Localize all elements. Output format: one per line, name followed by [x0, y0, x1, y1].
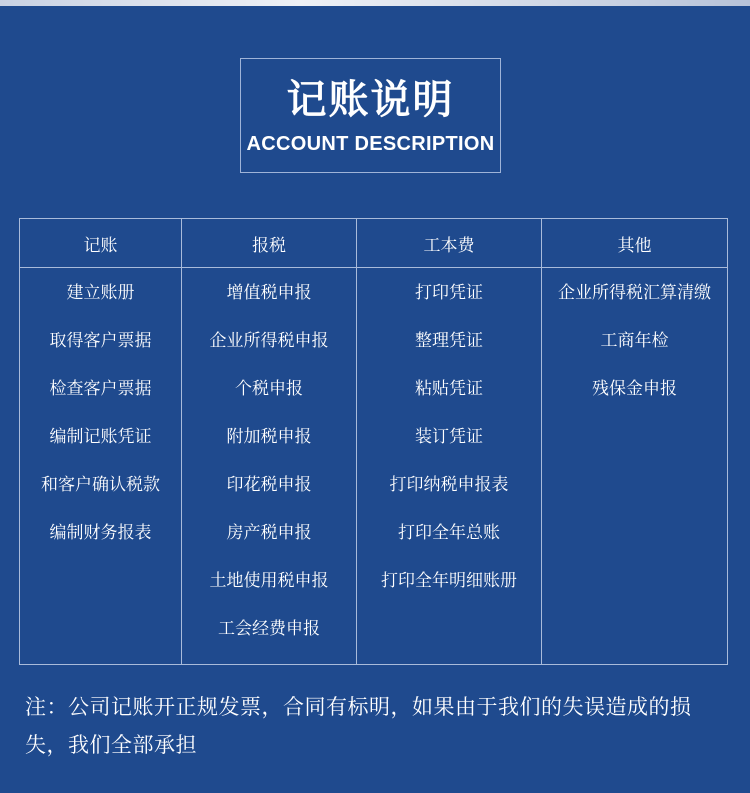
- list-item: 打印全年明细账册: [381, 571, 517, 591]
- list-item: 土地使用税申报: [209, 571, 329, 591]
- list-item: 建立账册: [66, 283, 135, 303]
- list-item: 工商年检: [600, 331, 669, 351]
- service-table: [19, 218, 728, 665]
- list-item: 打印凭证: [415, 283, 483, 303]
- list-item: 个税申报: [235, 379, 303, 399]
- list-item: 附加税申报: [226, 427, 312, 447]
- list-item: 整理凭证: [415, 331, 483, 351]
- list-item: 和客户确认税款: [41, 475, 160, 495]
- top-decor-strip: [0, 0, 750, 6]
- list-item: 装订凭证: [415, 427, 483, 447]
- page-title: 记账说明: [286, 77, 455, 123]
- list-item: 打印全年总账: [398, 523, 500, 543]
- table-header-row: [20, 219, 728, 268]
- list-item: 增值税申报: [226, 283, 312, 303]
- column-other: [542, 268, 728, 665]
- title-box: [240, 58, 501, 173]
- disclaimer-note: 注：公司记账开正规发票，合同有标明，如果由于我们的失误造成的损失，我们全部承担: [25, 695, 692, 757]
- header-materials-fee: 工本费: [357, 219, 542, 268]
- list-item: 粘贴凭证: [415, 379, 483, 399]
- list-item: 编制记账凭证: [49, 427, 152, 447]
- list-item: 打印纳税申报表: [389, 475, 509, 495]
- page-subtitle: ACCOUNT DESCRIPTION: [246, 133, 495, 155]
- header-bookkeeping: 记账: [20, 219, 182, 268]
- list-item: 企业所得税汇算清缴: [558, 283, 711, 303]
- list-item: 取得客户票据: [49, 331, 152, 351]
- list-item: 房产税申报: [226, 523, 312, 543]
- list-item: 工会经费申报: [218, 619, 320, 639]
- list-item: 检查客户票据: [49, 379, 152, 399]
- column-tax-filing: [182, 268, 357, 665]
- table-body-row: [20, 268, 728, 665]
- header-tax-filing: 报税: [182, 219, 357, 268]
- list-item: 印花税申报: [226, 475, 312, 495]
- column-materials-fee: [357, 268, 542, 665]
- list-item: 残保金申报: [592, 379, 677, 399]
- header-other: 其他: [542, 219, 728, 268]
- list-item: 企业所得税申报: [209, 331, 329, 351]
- column-bookkeeping: [20, 268, 182, 665]
- list-item: 编制财务报表: [49, 523, 152, 543]
